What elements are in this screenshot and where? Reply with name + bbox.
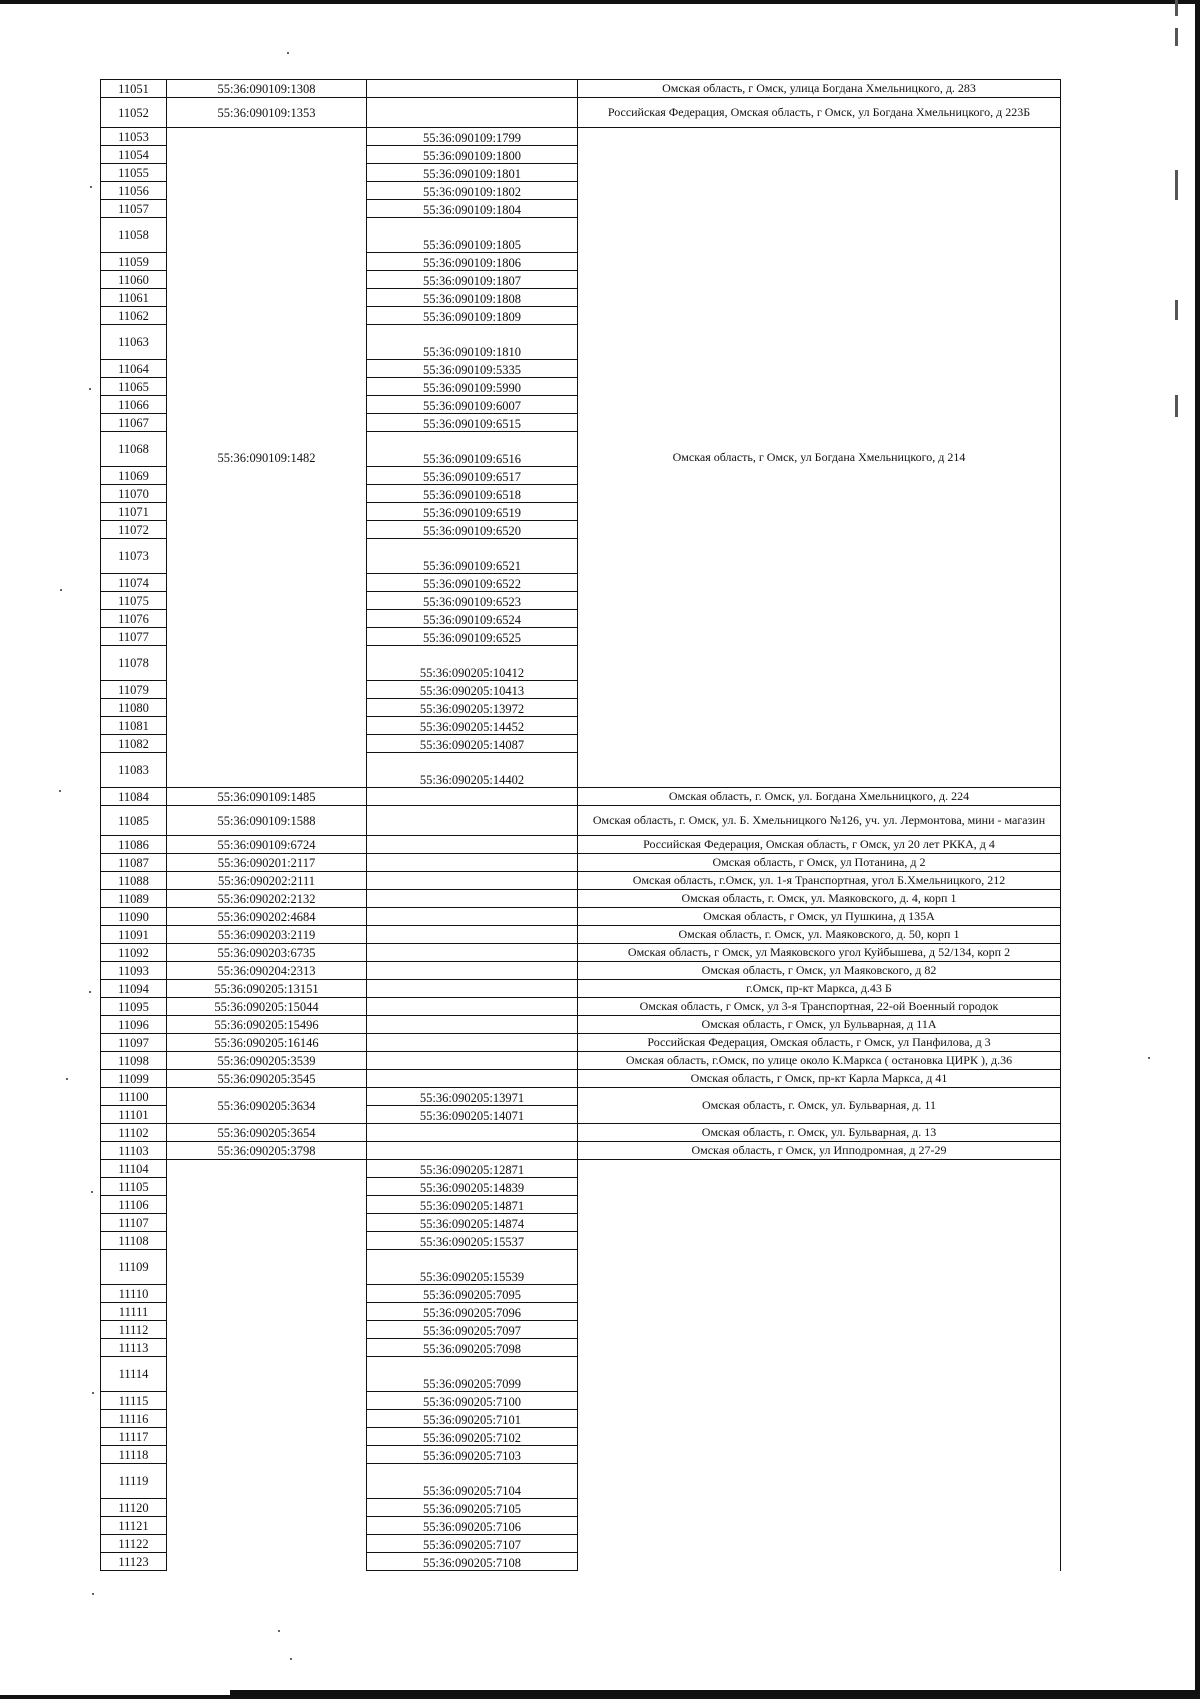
address-cell: Омская область, г Омск, ул Пушкина, д 135А	[578, 908, 1061, 926]
row-number-cell: 11063	[101, 325, 167, 360]
scan-mark	[1175, 395, 1178, 417]
linked-cadastral-number-cell: 55:36:090205:7105	[367, 1499, 578, 1517]
row-number-cell: 11073	[101, 539, 167, 574]
register-row	[101, 80, 1061, 98]
address-cell: Российская Федерация, Омская область, г Омск, ул Панфилова, д 3	[578, 1034, 1061, 1052]
row-number-cell: 11077	[101, 628, 167, 646]
linked-cadastral-number-cell: 55:36:090109:1805	[367, 218, 578, 253]
row-number-cell: 11087	[101, 854, 167, 872]
address-cell: Омская область, г. Омск, ул. Бульварная, д. 13	[578, 1124, 1061, 1142]
linked-cadastral-number-cell: 55:36:090109:1806	[367, 253, 578, 271]
linked-cadastral-number-cell: 55:36:090205:14874	[367, 1214, 578, 1232]
scan-speck	[89, 388, 91, 390]
row-number-cell: 11113	[101, 1339, 167, 1357]
scan-speck	[287, 52, 289, 54]
row-number-cell: 11062	[101, 307, 167, 325]
parcel-number-cell: 55:36:090109:1485	[167, 788, 367, 806]
register-row	[101, 98, 1061, 128]
linked-cadastral-number-cell: 55:36:090109:1802	[367, 182, 578, 200]
parcel-number-cell: 55:36:090205:3539	[167, 1052, 367, 1070]
linked-cadastral-number-cell	[367, 980, 578, 998]
row-number-cell: 11104	[101, 1160, 167, 1178]
linked-cadastral-number-cell: 55:36:090109:6515	[367, 414, 578, 432]
row-number-cell: 11114	[101, 1357, 167, 1392]
linked-cadastral-number-cell	[367, 962, 578, 980]
parcel-number-cell: 55:36:090204:2313	[167, 962, 367, 980]
linked-cadastral-number-cell: 55:36:090205:14071	[367, 1106, 578, 1124]
parcel-number-cell: 55:36:090205:3654	[167, 1124, 367, 1142]
address-cell: Омская область, г. Омск, ул. Маяковского, д. 4, корп 1	[578, 890, 1061, 908]
row-number-cell: 11092	[101, 944, 167, 962]
row-number-cell: 11068	[101, 432, 167, 467]
row-number-cell: 11078	[101, 646, 167, 681]
linked-cadastral-number-cell: 55:36:090205:7107	[367, 1535, 578, 1553]
linked-cadastral-number-cell: 55:36:090109:1809	[367, 307, 578, 325]
linked-cadastral-number-cell: 55:36:090205:15539	[367, 1250, 578, 1285]
address-cell: Омская область, г Омск, пр-кт Карла Маркса, д 41	[578, 1070, 1061, 1088]
address-cell-empty	[578, 1160, 1061, 1571]
scan-speck	[66, 1078, 68, 1080]
linked-cadastral-number-cell: 55:36:090205:7095	[367, 1285, 578, 1303]
register-row	[101, 1142, 1061, 1160]
address-cell: Омская область, г Омск, ул Бульварная, д 11А	[578, 1016, 1061, 1034]
linked-cadastral-number-cell: 55:36:090205:14087	[367, 735, 578, 753]
parcel-number-cell: 55:36:090205:15496	[167, 1016, 367, 1034]
parcel-number-cell: 55:36:090109:1482	[167, 128, 367, 788]
linked-cadastral-number-cell: 55:36:090205:7096	[367, 1303, 578, 1321]
row-number-cell: 11081	[101, 717, 167, 735]
linked-cadastral-number-cell: 55:36:090109:1799	[367, 128, 578, 146]
linked-cadastral-number-cell: 55:36:090205:15537	[367, 1232, 578, 1250]
address-cell: Омская область, г Омск, ул Ипподромная, д 27-29	[578, 1142, 1061, 1160]
register-row	[101, 788, 1061, 806]
linked-cadastral-number-cell: 55:36:090205:14452	[367, 717, 578, 735]
register-row	[101, 1088, 1061, 1106]
register-row	[101, 872, 1061, 890]
parcel-number-cell: 55:36:090109:6724	[167, 836, 367, 854]
linked-cadastral-number-cell	[367, 1124, 578, 1142]
row-number-cell: 11112	[101, 1321, 167, 1339]
scan-speck	[290, 1658, 292, 1660]
scan-speck	[90, 186, 92, 188]
parcel-number-cell: 55:36:090202:2132	[167, 890, 367, 908]
scan-mark	[1175, 0, 1178, 16]
row-number-cell: 11085	[101, 806, 167, 836]
linked-cadastral-number-cell	[367, 926, 578, 944]
parcel-number-cell: 55:36:090109:1588	[167, 806, 367, 836]
linked-cadastral-number-cell	[367, 908, 578, 926]
parcel-register-table	[100, 79, 1061, 1571]
scan-speck	[92, 1593, 94, 1595]
parcel-number-cell: 55:36:090203:6735	[167, 944, 367, 962]
linked-cadastral-number-cell	[367, 944, 578, 962]
linked-cadastral-number-cell: 55:36:090109:1810	[367, 325, 578, 360]
row-number-cell: 11099	[101, 1070, 167, 1088]
address-cell: Российская Федерация, Омская область, г Омск, ул 20 лет РККА, д 4	[578, 836, 1061, 854]
row-number-cell: 11058	[101, 218, 167, 253]
linked-cadastral-number-cell: 55:36:090109:6517	[367, 467, 578, 485]
linked-cadastral-number-cell	[367, 788, 578, 806]
row-number-cell: 11110	[101, 1285, 167, 1303]
register-row	[101, 836, 1061, 854]
linked-cadastral-number-cell: 55:36:090109:1807	[367, 271, 578, 289]
row-number-cell: 11100	[101, 1088, 167, 1106]
parcel-number-cell: 55:36:090202:4684	[167, 908, 367, 926]
register-body	[101, 80, 1061, 1571]
row-number-cell: 11074	[101, 574, 167, 592]
row-number-cell: 11075	[101, 592, 167, 610]
address-cell: Омская область, г Омск, ул 3-я Транспортная, 22-ой Военный городок	[578, 998, 1061, 1016]
row-number-cell: 11071	[101, 503, 167, 521]
linked-cadastral-number-cell: 55:36:090205:7103	[367, 1446, 578, 1464]
row-number-cell: 11102	[101, 1124, 167, 1142]
parcel-number-cell: 55:36:090205:15044	[167, 998, 367, 1016]
parcel-number-cell: 55:36:090205:3545	[167, 1070, 367, 1088]
row-number-cell: 11094	[101, 980, 167, 998]
linked-cadastral-number-cell: 55:36:090205:7108	[367, 1553, 578, 1571]
row-number-cell: 11065	[101, 378, 167, 396]
linked-cadastral-number-cell: 55:36:090109:6520	[367, 521, 578, 539]
row-number-cell: 11096	[101, 1016, 167, 1034]
row-number-cell: 11066	[101, 396, 167, 414]
linked-cadastral-number-cell	[367, 806, 578, 836]
scan-border-right	[1195, 0, 1200, 1699]
linked-cadastral-number-cell	[367, 1142, 578, 1160]
parcel-number-cell: 55:36:090205:3798	[167, 1142, 367, 1160]
row-number-cell: 11054	[101, 146, 167, 164]
linked-cadastral-number-cell: 55:36:090109:6007	[367, 396, 578, 414]
row-number-cell: 11067	[101, 414, 167, 432]
linked-cadastral-number-cell: 55:36:090109:5335	[367, 360, 578, 378]
register-row	[101, 926, 1061, 944]
row-number-cell: 11082	[101, 735, 167, 753]
linked-cadastral-number-cell: 55:36:090109:1804	[367, 200, 578, 218]
address-cell: Омская область, г. Омск, ул. Маяковского, д. 50, корп 1	[578, 926, 1061, 944]
linked-cadastral-number-cell: 55:36:090205:13972	[367, 699, 578, 717]
linked-cadastral-number-cell: 55:36:090109:6521	[367, 539, 578, 574]
row-number-cell: 11120	[101, 1499, 167, 1517]
row-number-cell: 11107	[101, 1214, 167, 1232]
register-row	[101, 128, 1061, 146]
scan-mark	[1175, 28, 1178, 46]
row-number-cell: 11123	[101, 1553, 167, 1571]
linked-cadastral-number-cell: 55:36:090205:7099	[367, 1357, 578, 1392]
register-row	[101, 1124, 1061, 1142]
linked-cadastral-number-cell	[367, 1052, 578, 1070]
row-number-cell: 11051	[101, 80, 167, 98]
address-cell: Омская область, г Омск, ул Маяковского, д 82	[578, 962, 1061, 980]
row-number-cell: 11122	[101, 1535, 167, 1553]
linked-cadastral-number-cell: 55:36:090205:12871	[367, 1160, 578, 1178]
row-number-cell: 11116	[101, 1410, 167, 1428]
linked-cadastral-number-cell	[367, 80, 578, 98]
row-number-cell: 11115	[101, 1392, 167, 1410]
register-row	[101, 854, 1061, 872]
row-number-cell: 11056	[101, 182, 167, 200]
row-number-cell: 11089	[101, 890, 167, 908]
row-number-cell: 11083	[101, 753, 167, 788]
linked-cadastral-number-cell: 55:36:090109:6524	[367, 610, 578, 628]
address-cell: Омская область, г.Омск, по улице около К.Маркса ( остановка ЦИРК ), д.36	[578, 1052, 1061, 1070]
address-cell: Омская область, г Омск, улица Богдана Хмельницкого, д. 283	[578, 80, 1061, 98]
parcel-number-cell: 55:36:090109:1353	[167, 98, 367, 128]
row-number-cell: 11064	[101, 360, 167, 378]
linked-cadastral-number-cell: 55:36:090205:7097	[367, 1321, 578, 1339]
linked-cadastral-number-cell: 55:36:090109:1800	[367, 146, 578, 164]
linked-cadastral-number-cell: 55:36:090109:6522	[367, 574, 578, 592]
linked-cadastral-number-cell	[367, 1034, 578, 1052]
row-number-cell: 11105	[101, 1178, 167, 1196]
address-cell: Омская область, г Омск, ул Потанина, д 2	[578, 854, 1061, 872]
row-number-cell: 11053	[101, 128, 167, 146]
scan-speck	[1148, 1057, 1150, 1059]
register-row	[101, 1052, 1061, 1070]
row-number-cell: 11111	[101, 1303, 167, 1321]
register-row	[101, 908, 1061, 926]
parcel-number-cell: 55:36:090203:2119	[167, 926, 367, 944]
register-row	[101, 1160, 1061, 1178]
linked-cadastral-number-cell	[367, 890, 578, 908]
row-number-cell: 11106	[101, 1196, 167, 1214]
parcel-number-cell: 55:36:090205:3634	[167, 1088, 367, 1124]
row-number-cell: 11061	[101, 289, 167, 307]
register-row	[101, 806, 1061, 836]
linked-cadastral-number-cell: 55:36:090109:6516	[367, 432, 578, 467]
linked-cadastral-number-cell: 55:36:090205:7100	[367, 1392, 578, 1410]
linked-cadastral-number-cell: 55:36:090205:7102	[367, 1428, 578, 1446]
row-number-cell: 11086	[101, 836, 167, 854]
linked-cadastral-number-cell: 55:36:090109:6518	[367, 485, 578, 503]
linked-cadastral-number-cell	[367, 872, 578, 890]
row-number-cell: 11097	[101, 1034, 167, 1052]
linked-cadastral-number-cell: 55:36:090205:7104	[367, 1464, 578, 1499]
linked-cadastral-number-cell: 55:36:090205:7106	[367, 1517, 578, 1535]
address-cell: Омская область, г. Омск, ул. Бульварная, д. 11	[578, 1088, 1061, 1124]
register-row	[101, 1034, 1061, 1052]
linked-cadastral-number-cell	[367, 854, 578, 872]
register-row	[101, 1016, 1061, 1034]
row-number-cell: 11118	[101, 1446, 167, 1464]
register-row	[101, 890, 1061, 908]
parcel-number-cell: 55:36:090205:13151	[167, 980, 367, 998]
scan-border-bottom-heavy	[230, 1690, 1200, 1699]
address-cell: Российская Федерация, Омская область, г Омск, ул Богдана Хмельницкого, д 223Б	[578, 98, 1061, 128]
scan-speck	[92, 1392, 94, 1394]
parcel-number-cell: 55:36:090202:2111	[167, 872, 367, 890]
register-row	[101, 1070, 1061, 1088]
row-number-cell: 11059	[101, 253, 167, 271]
register-row	[101, 962, 1061, 980]
row-number-cell: 11069	[101, 467, 167, 485]
row-number-cell: 11055	[101, 164, 167, 182]
parcel-number-cell: 55:36:090201:2117	[167, 854, 367, 872]
row-number-cell: 11121	[101, 1517, 167, 1535]
row-number-cell: 11088	[101, 872, 167, 890]
scan-speck	[278, 1630, 280, 1632]
linked-cadastral-number-cell: 55:36:090205:13971	[367, 1088, 578, 1106]
row-number-cell: 11084	[101, 788, 167, 806]
row-number-cell: 11057	[101, 200, 167, 218]
row-number-cell: 11070	[101, 485, 167, 503]
register-row	[101, 980, 1061, 998]
linked-cadastral-number-cell	[367, 1070, 578, 1088]
parcel-number-cell-empty	[167, 1160, 367, 1571]
linked-cadastral-number-cell	[367, 98, 578, 128]
address-cell: Омская область, г. Омск, ул. Б. Хмельницкого №126, уч. ул. Лермонтова, мини - магазин	[578, 806, 1061, 836]
row-number-cell: 11072	[101, 521, 167, 539]
scan-speck	[59, 790, 61, 792]
linked-cadastral-number-cell	[367, 998, 578, 1016]
linked-cadastral-number-cell: 55:36:090205:10413	[367, 681, 578, 699]
linked-cadastral-number-cell: 55:36:090205:7101	[367, 1410, 578, 1428]
linked-cadastral-number-cell: 55:36:090109:6519	[367, 503, 578, 521]
address-cell: Омская область, г.Омск, ул. 1-я Транспортная, угол Б.Хмельницкого, 212	[578, 872, 1061, 890]
register-row	[101, 944, 1061, 962]
row-number-cell: 11091	[101, 926, 167, 944]
address-cell: Омская область, г Омск, ул Маяковского угол Куйбышева, д 52/134, корп 2	[578, 944, 1061, 962]
linked-cadastral-number-cell: 55:36:090109:6525	[367, 628, 578, 646]
scan-speck	[60, 589, 62, 591]
row-number-cell: 11098	[101, 1052, 167, 1070]
row-number-cell: 11119	[101, 1464, 167, 1499]
row-number-cell: 11076	[101, 610, 167, 628]
row-number-cell: 11117	[101, 1428, 167, 1446]
linked-cadastral-number-cell: 55:36:090109:5990	[367, 378, 578, 396]
row-number-cell: 11052	[101, 98, 167, 128]
address-cell: г.Омск, пр-кт Маркса, д.43 Б	[578, 980, 1061, 998]
linked-cadastral-number-cell: 55:36:090205:14871	[367, 1196, 578, 1214]
linked-cadastral-number-cell: 55:36:090205:14839	[367, 1178, 578, 1196]
linked-cadastral-number-cell	[367, 1016, 578, 1034]
linked-cadastral-number-cell: 55:36:090109:1808	[367, 289, 578, 307]
register-row	[101, 998, 1061, 1016]
row-number-cell: 11090	[101, 908, 167, 926]
address-cell: Омская область, г. Омск, ул. Богдана Хмельницкого, д. 224	[578, 788, 1061, 806]
scan-border-top	[0, 0, 1200, 4]
linked-cadastral-number-cell	[367, 836, 578, 854]
row-number-cell: 11080	[101, 699, 167, 717]
parcel-number-cell: 55:36:090205:16146	[167, 1034, 367, 1052]
linked-cadastral-number-cell: 55:36:090109:1801	[367, 164, 578, 182]
row-number-cell: 11103	[101, 1142, 167, 1160]
linked-cadastral-number-cell: 55:36:090205:7098	[367, 1339, 578, 1357]
row-number-cell: 11108	[101, 1232, 167, 1250]
scan-speck	[89, 991, 91, 993]
row-number-cell: 11095	[101, 998, 167, 1016]
linked-cadastral-number-cell: 55:36:090109:6523	[367, 592, 578, 610]
row-number-cell: 11109	[101, 1250, 167, 1285]
scan-speck	[91, 1191, 93, 1193]
parcel-number-cell: 55:36:090109:1308	[167, 80, 367, 98]
row-number-cell: 11060	[101, 271, 167, 289]
linked-cadastral-number-cell: 55:36:090205:14402	[367, 753, 578, 788]
linked-cadastral-number-cell: 55:36:090205:10412	[367, 646, 578, 681]
scan-mark	[1175, 300, 1178, 320]
address-cell: Омская область, г Омск, ул Богдана Хмельницкого, д 214	[578, 128, 1061, 788]
row-number-cell: 11079	[101, 681, 167, 699]
scan-mark	[1175, 170, 1178, 200]
row-number-cell: 11101	[101, 1106, 167, 1124]
row-number-cell: 11093	[101, 962, 167, 980]
